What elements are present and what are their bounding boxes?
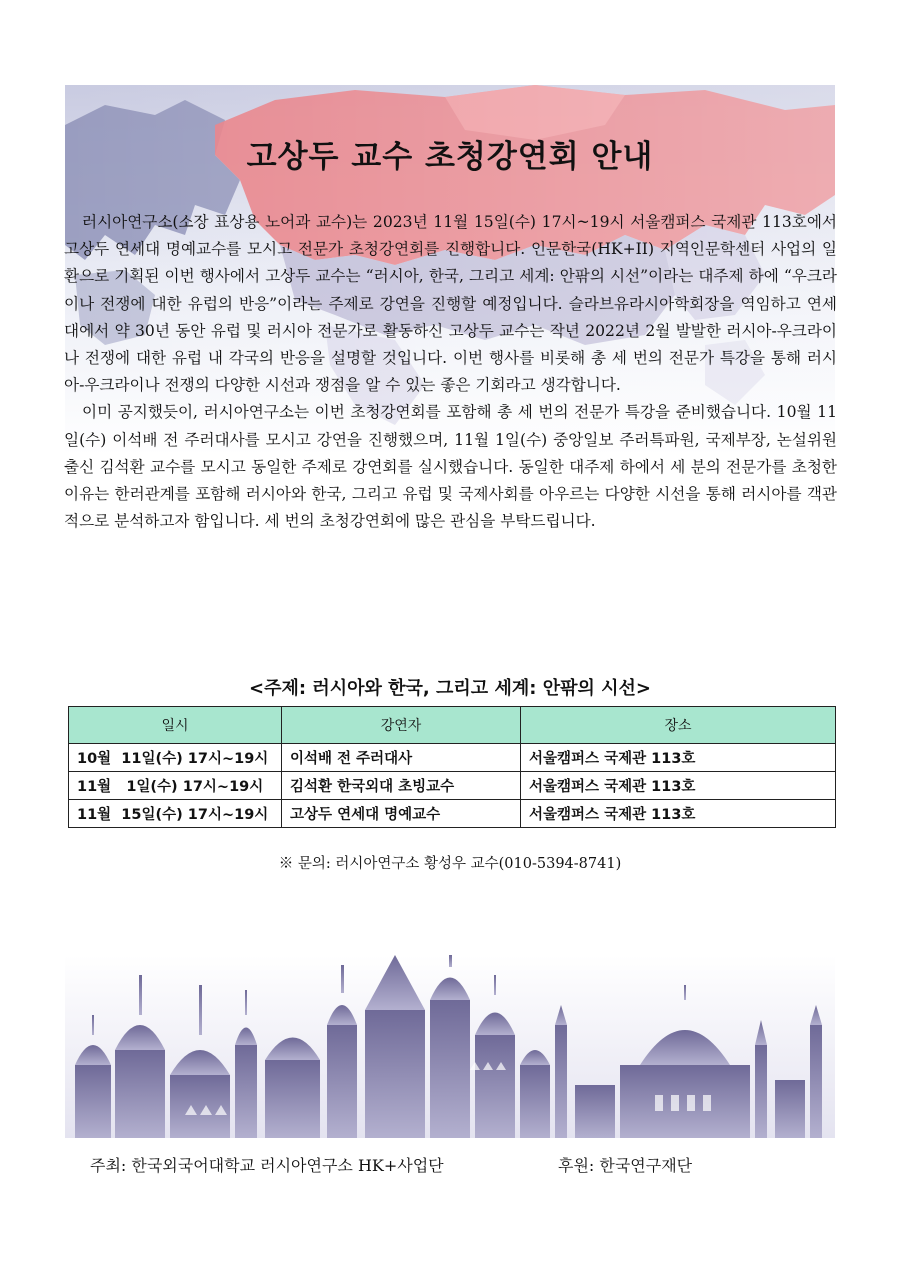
sponsor-organization: 후원: 한국연구재단: [558, 1156, 693, 1175]
table-row: [69, 800, 836, 828]
cell-speaker: 김석환 한국외대 초빙교수: [282, 772, 521, 800]
series-theme-heading: <주제: 러시아와 한국, 그리고 세계: 안팎의 시선>: [249, 678, 651, 699]
onion-dome-skyline-icon: [65, 955, 835, 1138]
cell-date: 11월 1일(수) 17시~19시: [69, 772, 282, 800]
header-venue: 장소: [521, 707, 836, 744]
cell-venue: 서울캠퍼스 국제관 113호: [521, 800, 836, 828]
host-organization: 주최: 한국외국어대학교 러시아연구소 HK+사업단: [90, 1156, 444, 1175]
header-date: 일시: [69, 707, 282, 744]
cell-venue: 서울캠퍼스 국제관 113호: [521, 772, 836, 800]
paragraph-2: 이미 공지했듯이, 러시아연구소는 이번 초청강연회를 포함해 총 세 번의 전문가 특강을 준비했습니다. 10월 11일(수) 이석배 전 주러대사를 모시고 강연을 진행했으며, 11월 1일(수) 중앙일보 주러특파원, 국제부장, 논설위원 출신 김석환 교수를 모시고 동일한 주제로 강연회를 실시했습니다. 동일한 대주제 하에서 세 분의 전문가를 초청한 이유는 한러관계를 포함해 러시아와 한국, 그리고 유럽 및 국제사회를 아우르는 다양한 시선을 통해 러시아를 객관적으로 분석하고자 함입니다. 세 번의 초청강연회에 많은 관심을 부탁드립니다.: [64, 403, 837, 531]
table-row: [69, 772, 836, 800]
cell-speaker: 고상두 연세대 명예교수: [282, 800, 521, 828]
page-title: 고상두 교수 초청강연회 안내: [246, 139, 654, 175]
cell-speaker: 이석배 전 주러대사: [282, 744, 521, 772]
announcement-body: [64, 209, 837, 535]
footer: [90, 1153, 693, 1176]
table-header-row: [69, 707, 836, 744]
skyline-illustration: [65, 955, 835, 1138]
lecture-schedule-table: [68, 706, 836, 828]
table-row: [69, 744, 836, 772]
header-speaker: 강연자: [282, 707, 521, 744]
cell-venue: 서울캠퍼스 국제관 113호: [521, 744, 836, 772]
cell-date: 11월 15일(수) 17시~19시: [69, 800, 282, 828]
paragraph-1: 러시아연구소(소장 표상용 노어과 교수)는 2023년 11월 15일(수) 17시~19시 서울캠퍼스 국제관 113호에서 고상두 연세대 명예교수를 모시고 전문가 초청강연회를 진행합니다. 인문한국(HK+II) 지역인문학센터 사업의 일환으로 기획된 이번 행사에서 고상두 교수는 “러시아, 한국, 그리고 세계: 안팎의 시선”이라는 대주제 하에 “우크라이나 전쟁에 대한 유럽의 반응”이라는 주제로 강연을 진행할 예정입니다. 슬라브유라시아학회장을 역임하고 연세대에서 약 30년 동안 유럽 및 러시아 전문가로 활동하신 고상두 교수는 작년 2022년 2월 발발한 러시아-우크라이나 전쟁에 대한 유럽 내 각국의 반응을 설명할 것입니다. 이번 행사를 비롯해 총 세 번의 전문가 특강을 통해 러시아-우크라이나 전쟁의 다양한 시선과 쟁점을 알 수 있는 좋은 기회라고 생각합니다.: [64, 213, 837, 395]
cell-date: 10월 11일(수) 17시~19시: [69, 744, 282, 772]
contact-info: ※ 문의: 러시아연구소 황성우 교수(010-5394-8741): [278, 856, 622, 872]
